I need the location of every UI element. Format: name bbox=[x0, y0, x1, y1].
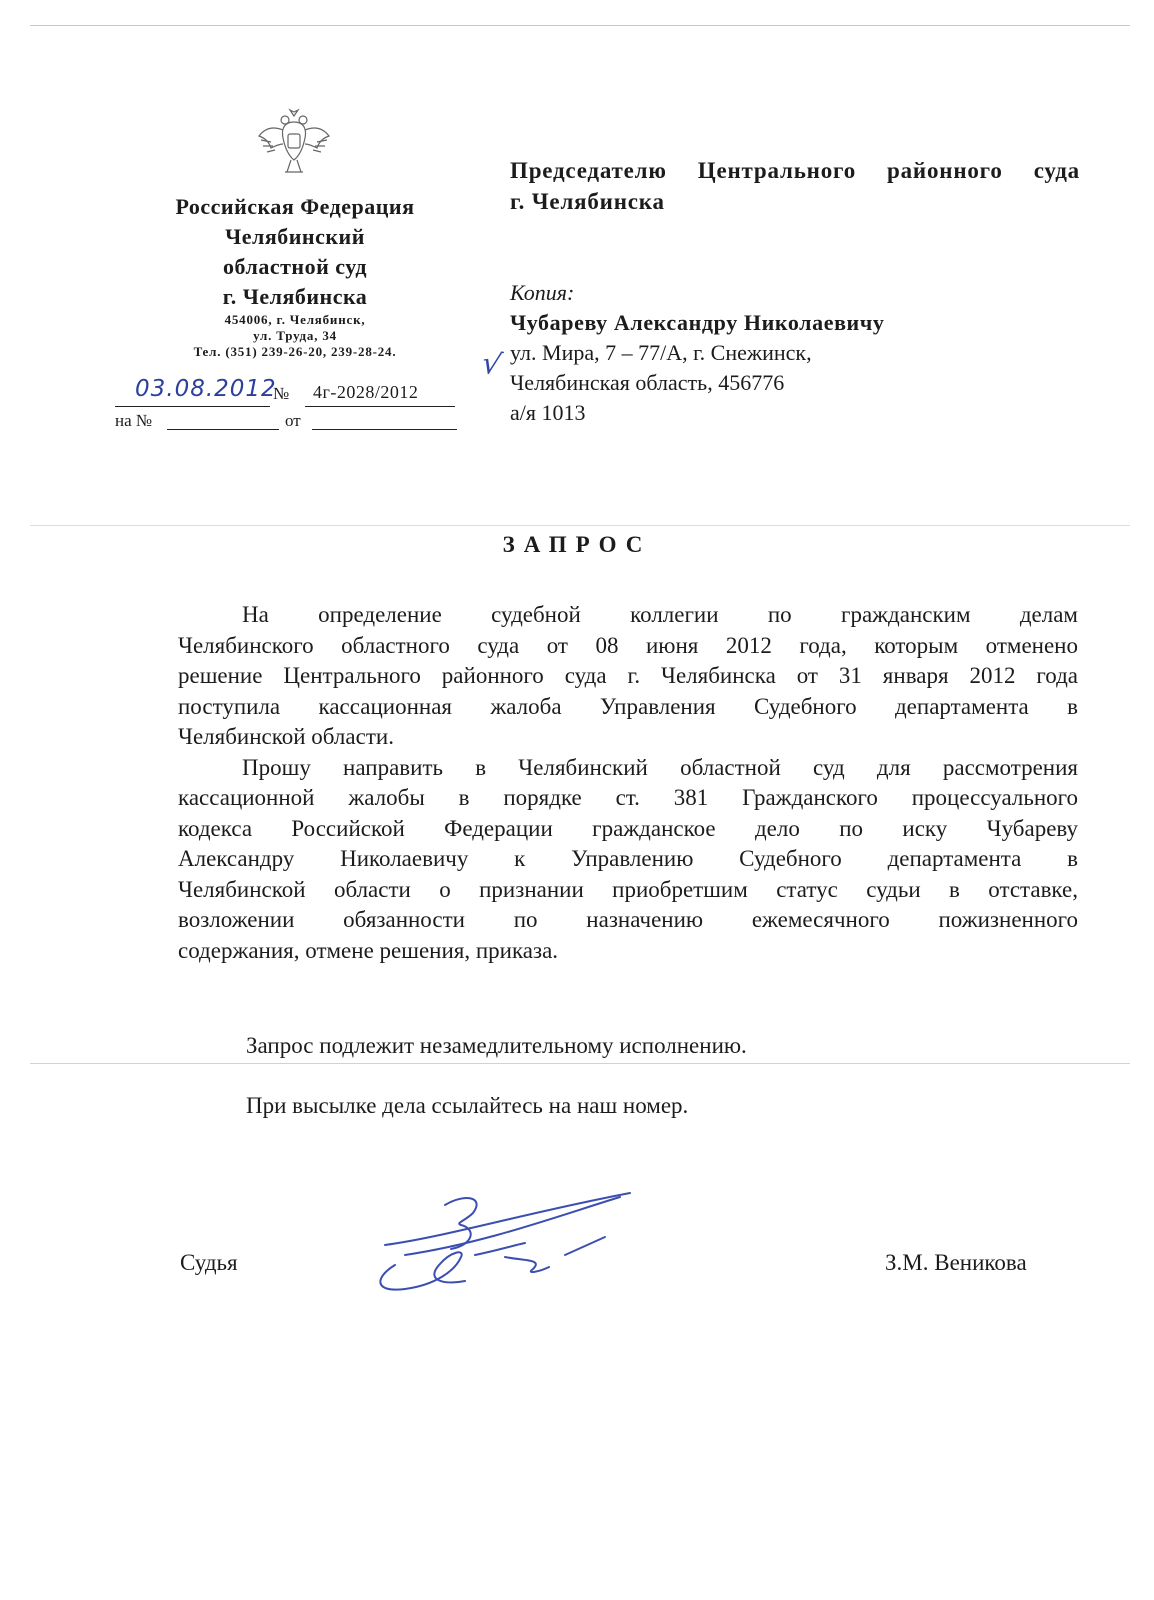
number-label: № bbox=[273, 384, 290, 403]
sender-line: г. Челябинска bbox=[222, 284, 368, 309]
text-line: решение Центрального районного суда г. Челябинска от 31 января 2012 года bbox=[178, 663, 1078, 688]
sender-address-line: 454006, г. Челябинск, bbox=[224, 312, 366, 327]
recipient-word: суда bbox=[1033, 158, 1080, 183]
copy-po-box: а/я 1013 bbox=[510, 400, 586, 425]
text-line: Челябинской области. bbox=[178, 724, 394, 749]
sender-address-line: ул. Труда, 34 bbox=[253, 328, 337, 343]
reference-label: на № bbox=[115, 411, 153, 430]
scan-artifact-low bbox=[30, 1063, 1130, 1064]
reference-blank bbox=[167, 429, 279, 430]
sender-line: Челябинский bbox=[225, 224, 365, 249]
copy-block bbox=[510, 278, 1110, 428]
reference-from-label: от bbox=[285, 411, 301, 430]
text-line: содержания, отмене решения, приказа. bbox=[178, 937, 559, 963]
text-line: Челябинской области о признании приобретшим статус судьи в отставке, bbox=[178, 876, 1078, 902]
russian-coat-of-arms-icon bbox=[255, 108, 333, 178]
handwritten-date: 03.08.2012 bbox=[135, 376, 277, 402]
text-line: Прошу направить в Челябинский областной суд для рассмотрения bbox=[242, 754, 1078, 780]
copy-address-line: Челябинская область, 456776 bbox=[510, 370, 785, 395]
copy-address-line: ул. Мира, 7 – 77/А, г. Снежинск, bbox=[510, 340, 812, 365]
sender-block bbox=[150, 192, 440, 360]
scan-artifact-mid bbox=[30, 525, 1130, 526]
text-line: Александру Николаевичу к Управлению Судебного департамента в bbox=[178, 846, 1078, 871]
paragraph bbox=[178, 753, 1078, 967]
checkmark-icon: √ bbox=[478, 345, 505, 384]
text-line: Челябинского областного суда от 08 июня 2012 года, которым отменено bbox=[178, 632, 1078, 658]
text-line: кодекса Российской Федерации гражданское дело по иску Чубареву bbox=[178, 815, 1078, 841]
text-line: На определение судебной коллегии по гражданским делам bbox=[242, 602, 1078, 627]
handwritten-signature-icon bbox=[365, 1185, 655, 1325]
text-line: возложении обязанности по назначению ежемесячного пожизненного bbox=[178, 907, 1078, 932]
scan-artifact-top bbox=[30, 25, 1130, 26]
recipient-word: районного bbox=[887, 158, 1003, 183]
urgency-note: Запрос подлежит незамедлительному исполнению. bbox=[246, 1033, 747, 1058]
copy-label: Копия: bbox=[510, 280, 575, 305]
outgoing-number: 4г-2028/2012 bbox=[313, 382, 419, 402]
recipient-block bbox=[510, 155, 1080, 217]
document-body bbox=[178, 600, 1078, 966]
document-heading: ЗАПРОС bbox=[502, 532, 652, 557]
text-line: кассационной жалобы в порядке ст. 381 Гражданского процессуального bbox=[178, 785, 1078, 810]
recipient-city: г. Челябинска bbox=[510, 189, 665, 214]
text-line: поступила кассационная жалоба Управления Судебного департамента в bbox=[178, 693, 1078, 719]
number-underline bbox=[305, 406, 455, 407]
signatory-name: З.М. Веникова bbox=[885, 1250, 1027, 1275]
sender-line: Российская Федерация bbox=[175, 194, 415, 219]
recipient-word: Центрального bbox=[697, 158, 856, 183]
date-underline bbox=[115, 406, 270, 407]
copy-recipient-name: Чубареву Александру Николаевичу bbox=[510, 310, 885, 335]
recipient-word: Председателю bbox=[510, 158, 667, 183]
reference-date-blank bbox=[312, 429, 457, 430]
signatory-title: Судья bbox=[180, 1250, 238, 1275]
registration-block bbox=[115, 376, 475, 440]
sender-phone: Тел. (351) 239-26-20, 239-28-24. bbox=[193, 344, 397, 359]
sender-line: областной суд bbox=[223, 254, 367, 279]
reference-note: При высылке дела ссылайтесь на наш номер. bbox=[246, 1093, 689, 1118]
paragraph bbox=[178, 600, 1078, 753]
recipient-line bbox=[510, 155, 1080, 186]
